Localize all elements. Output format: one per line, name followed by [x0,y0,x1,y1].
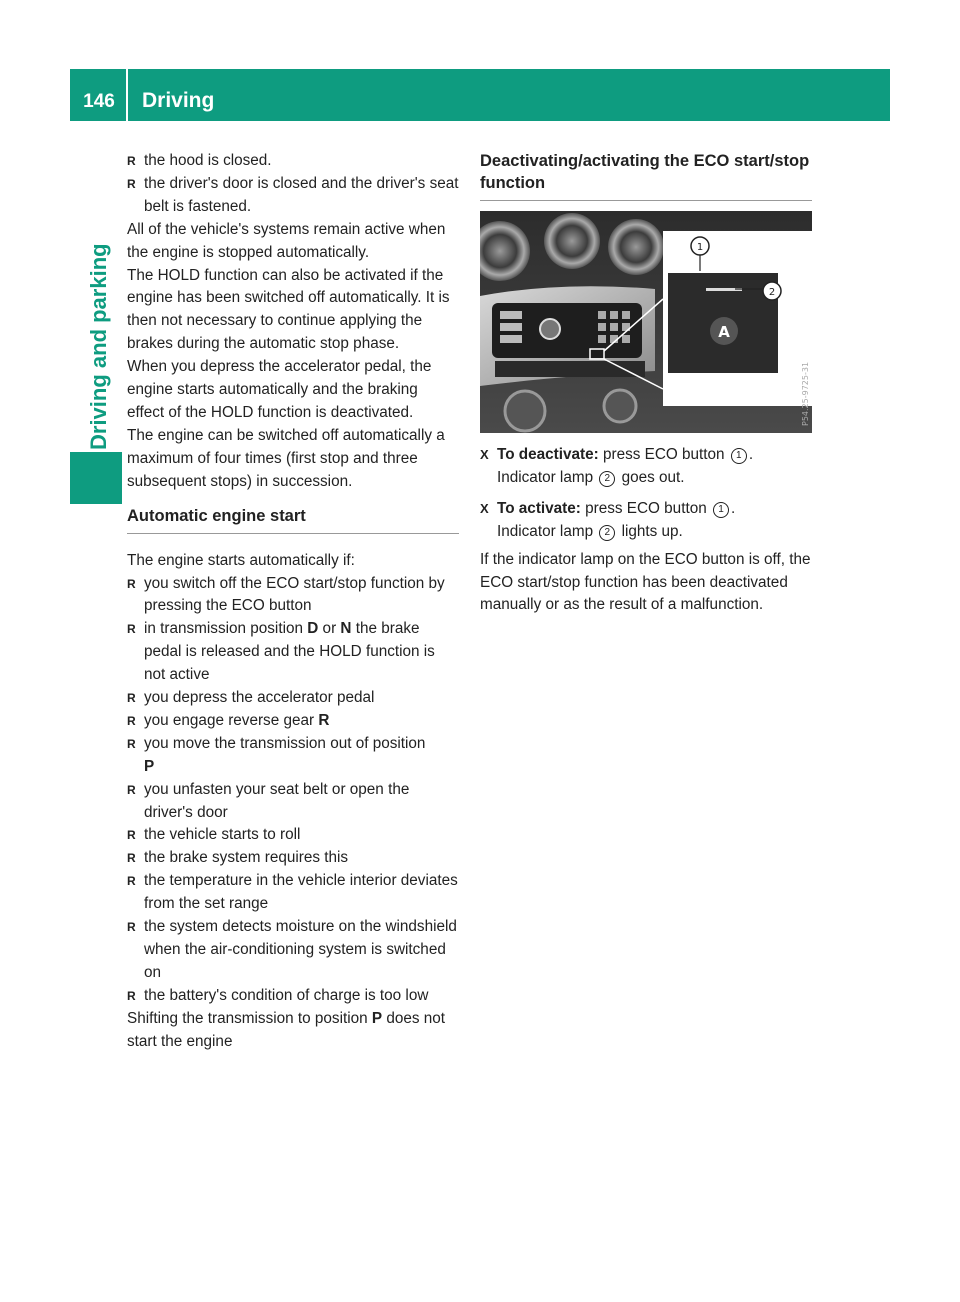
section-heading: Deactivating/activating the ECO start/stop function [480,150,812,201]
list-item: R the system detects moisture on the windshield when the air-conditioning system is switched on [127,916,459,985]
callout-ref: 1 [731,448,747,464]
paragraph: All of the vehicle's systems remain active when the engine is stopped automatically. [127,220,446,261]
list-item: R you move the transmission out of position P [127,733,459,779]
paragraph: When you depress the accelerator pedal, the engine starts automatically and the braking effect of the HOLD function is deactivated. [127,358,432,421]
callout-ref: 1 [713,502,729,518]
callout-1-label: 1 [696,242,704,253]
callout-ref: 2 [599,471,615,487]
paragraph: The engine can be switched off automatically a maximum of four times (first stop and three subsequent stops) in succession. [127,426,445,490]
callout-ref: 2 [599,525,615,541]
section-heading: Automatic engine start [127,505,459,534]
paragraph: The engine starts automatically if: [127,551,355,569]
image-code: P54.25-9725-31 [801,361,810,426]
page-number: 146 [83,91,115,112]
list-item: R the temperature in the vehicle interior deviates from the set range [127,870,459,916]
list-item: R you depress the accelerator pedal [127,687,459,710]
callout-2-label: 2 [768,287,776,298]
list-item: R the vehicle starts to roll [127,824,459,847]
list-item: R you switch off the ECO start/stop function by pressing the ECO button [127,573,459,619]
dashboard-photo [480,211,812,433]
svg-text:A: A [718,323,730,341]
dashboard-illustration [480,211,812,433]
left-column [127,150,459,1054]
list-item: R the brake system requires this [127,847,459,870]
list-item: R the driver's door is closed and the driver's seat belt is fastened. [127,173,459,219]
side-tab-block [70,452,122,504]
list-item: R the battery's condition of charge is too low [127,985,459,1008]
instruction-step: X To activate: press ECO button 1 . Indicator lamp 2 lights up. [480,498,812,544]
paragraph: The HOLD function can also be activated if the engine has been switched off automatically. It is then not necessary to continue applying the brakes during the automatic stop phase. [127,266,450,353]
paragraph: Shifting the transmission to position P does not start the engine [127,1009,446,1050]
list-item: R the hood is closed. [127,150,459,173]
right-column [480,150,812,617]
instruction-step: X To deactivate: press ECO button 1 . Indicator lamp 2 goes out. [480,444,812,490]
side-tab-label: Driving and parking [86,243,111,450]
paragraph: If the indicator lamp on the ECO button is off, the ECO start/stop function has been deactivated manually or as the result of a malfunction. [480,550,811,614]
list-item: R you unfasten your seat belt or open the driver's door [127,779,459,825]
list-item: R you engage reverse gear R [127,710,459,733]
list-item: R in transmission position D or N the brake pedal is released and the HOLD function is not active [127,618,459,687]
section-title: Driving [142,89,215,112]
header-divider [126,69,128,121]
